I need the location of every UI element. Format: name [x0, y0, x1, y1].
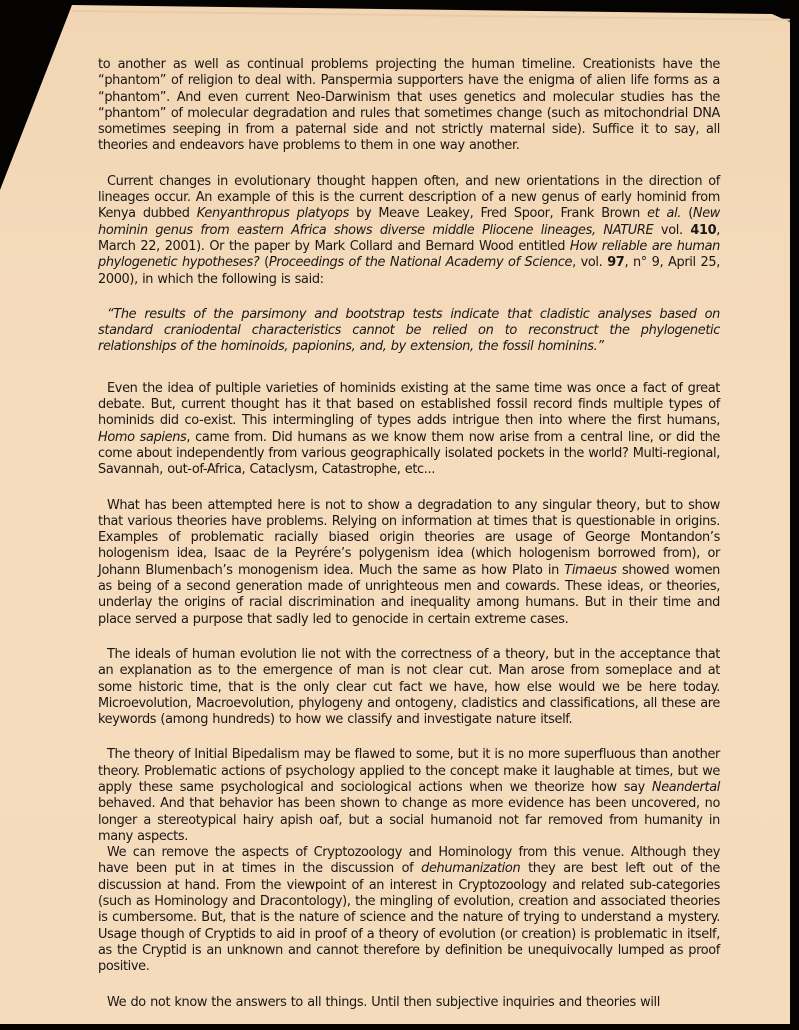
text-run: they are best left out of the discussion at hand. From the viewpoint of an interest in Cryptozoology and related sub-categories (such as Hominology and Dracontology), the mingling of evolution, creation and associated theories is cumbersome. But, that is the nature of science and the nature of trying to understand a mystery. Usage though of Cryptids to aid in proof of a theory of evolution (or creation) is problematic in itself, as the Cryptid is an unknown and cannot therefore by definition be unequivocally lumped as proof positive.: [98, 861, 721, 975]
text-run: Even the idea of pultiple varieties of hominids existing at the same time was once a fact of great debate. But, current thought has it that based on established fossil record finds multiple types of hominids did co-exist. This intermingling of types adds intrigue then into where the first humans,: [98, 380, 720, 429]
bold-text: 97: [607, 255, 625, 271]
paragraph: [98, 647, 720, 728]
italic-text: Neandertal: [651, 779, 720, 795]
text-run: , n° 9, April 25, 2000), in which the following is said:: [98, 255, 720, 287]
text-run: “The results of the parsimony and bootstrap tests indicate that cladistic analyses based on standard craniodental characteristics cannot be relied on to reconstruct the phylogenetic relationships of the hominoids, papionins, and, by extension, the fossil hominins.”: [98, 306, 720, 355]
text-run: vol.: [653, 222, 691, 238]
text-run: The ideals of human evolution lie not with the correctness of a theory, but in the acceptance that an explanation as to the emergence of man is not clear cut. Man arose from someplace and at some historic time, that is the only clear cut fact we have, how else would we be here today. Microevolution, Macroevolution, phylogeny and ontogeny, cladistics and classifications, all these are keywords (among hundreds) to how we classify and investigate nature itself.: [98, 646, 720, 728]
text-run: behaved. And that behavior has been shown to change as more evidence has been uncovered, no longer a stereotypical hairy apish oaf, but a social humanoid not far removed from humanity in many aspects.: [98, 796, 720, 844]
document-body: [98, 57, 720, 1030]
paragraph: [98, 174, 720, 288]
text-run: The theory of Initial Bipedalism may be flawed to some, but it is no more superfluous than another theory. Problematic actions of psychology applied to the concept make it laughable at times, but we apply these same psychological and sociological actions when we theorize how say: [98, 747, 720, 795]
text-run: by Meave Leakey, Fred Spoor, Frank Brown: [348, 206, 648, 222]
text-run: Current changes in evolutionary thought happen often, and new orientations in the direction of lineages occur. An example of this is the current description of a new genus of early hominid from Kenya dubbed: [98, 173, 720, 222]
paragraph: [98, 995, 720, 1011]
bold-text: 410: [690, 222, 717, 238]
text-run: What has been attempted here is not to show a degradation to any singular theory, but to show that various theories have problems. Relying on information at times that is questionable in origins. Examples of problematic racially biased origin theories are usage of George Montandon’s hologenism idea, Isaac de la Peyrére’s polygenism idea (which hologenism borrowed from), or Johann Blumenbach’s monogenism idea. Much the same as how Plato in: [98, 497, 720, 578]
paragraph: [98, 498, 720, 628]
italic-text: How reliable are human phylogenetic hypotheses?: [98, 238, 720, 271]
text-run: , vol.: [572, 255, 608, 271]
paragraph: [98, 57, 720, 155]
italic-text: Homo sapiens: [98, 429, 187, 445]
italic-text: Proceedings of the National Academy of Science: [268, 255, 573, 271]
italic-text: Kenyanthropus platyops: [196, 206, 349, 222]
text-run: , came from. Did humans as we know them now arise from a central line, or did the come about independently from various geographically isolated pockets in the world? Multi-regional, Savannah, out-of-Africa, Cataclysm, Catastrophe, etc...: [98, 429, 720, 478]
block-quote: [98, 307, 720, 356]
italic-text: et al.: [647, 206, 682, 222]
italic-text: New hominin genus from eastern Africa shows diverse middle Pliocene lineages, NATURE: [98, 206, 720, 238]
paragraph: [98, 381, 720, 479]
italic-text: Timaeus: [564, 562, 617, 578]
text-run: (: [259, 255, 269, 271]
italic-text: dehumanization: [421, 861, 521, 877]
text-run: showed women as being of a second generation made of unrighteous men and cowards. These ideas, or theories, underlay the origins of racial discrimination and inequality among humans. But in their time and place served a purpose that sadly led to genocide in certain extreme cases.: [98, 562, 720, 627]
text-run: to another as well as continual problems projecting the human timeline. Creationists have the “phantom” of religion to deal with. Panspermia supporters have the enigma of alien life forms as a “phantom”. And even current Neo-Darwinism that uses genetics and molecular studies has the “phantom” of molecular degradation and rules that sometimes change (such as mitochondrial DNA sometimes seeping in from a paternal side and not strictly maternal side). Suffice it to say, all theories and endeavors have problems to them in one way another.: [98, 57, 720, 154]
text-run: We do not know the answers to all things. Until then subjective inquiries and theories will: [107, 994, 661, 1010]
paragraph: [98, 747, 720, 845]
text-run: , March 22, 2001). Or the paper by Mark Collard and Bernard Wood entitled: [98, 222, 720, 254]
paragraph: [98, 845, 720, 975]
text-run: We can remove the aspects of Cryptozoology and Hominology from this venue. Although they have been put in at times in the discussion of: [98, 845, 720, 877]
text-run: (: [681, 206, 693, 222]
